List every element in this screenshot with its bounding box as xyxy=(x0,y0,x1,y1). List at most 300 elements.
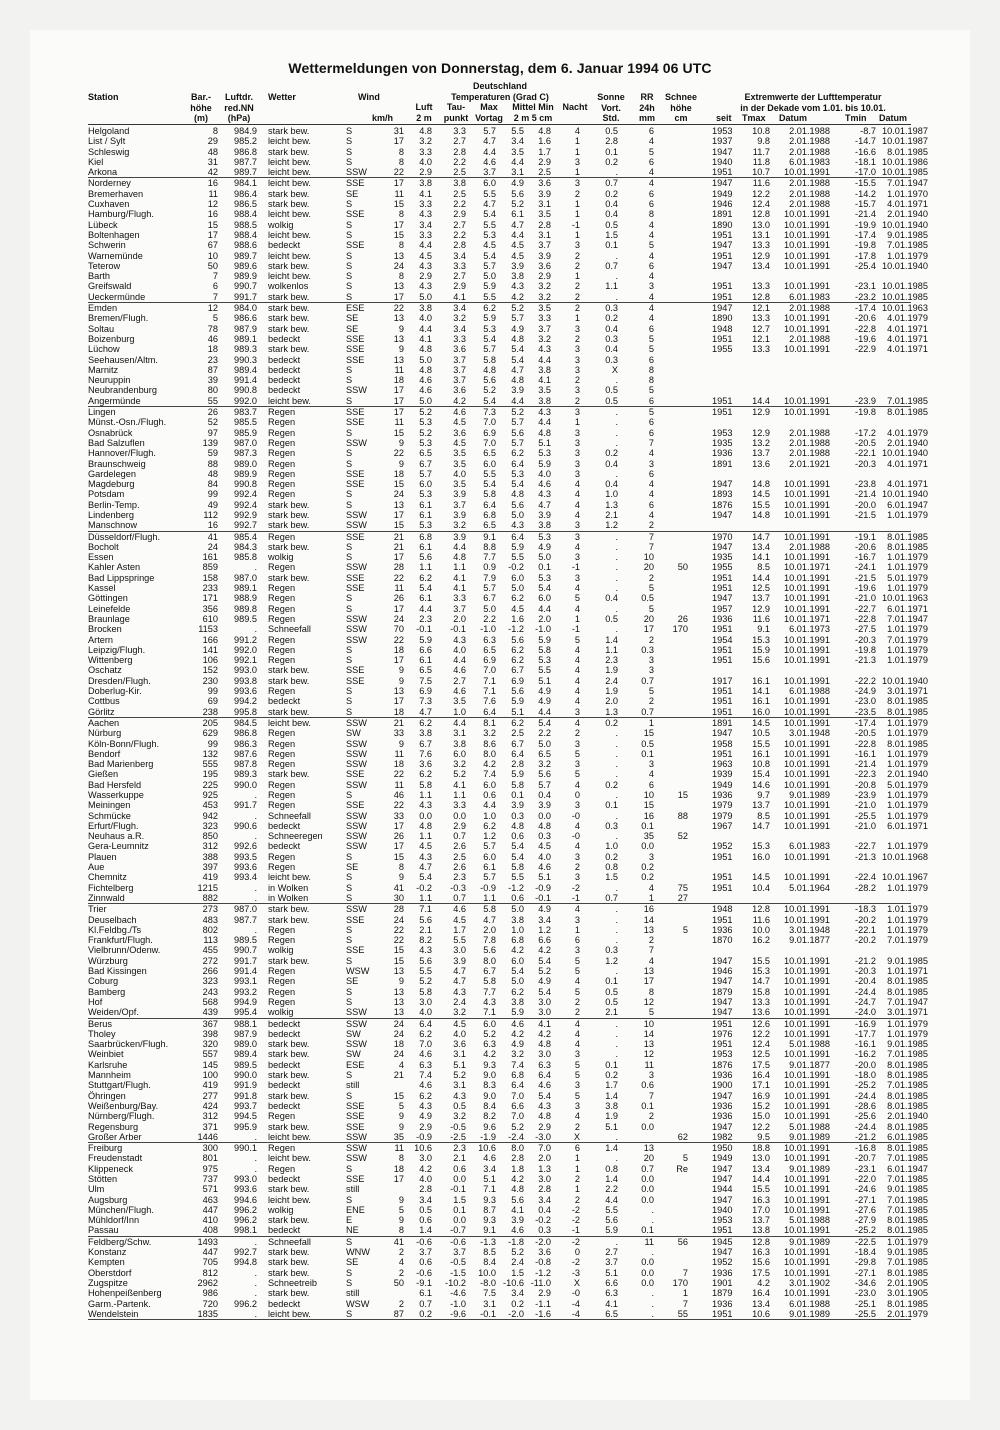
cell-station: Norderney xyxy=(88,178,131,189)
cell-wetter: bedeckt xyxy=(268,375,301,386)
cell-sonne: . xyxy=(615,1153,618,1164)
cell-tmax: 15.6 xyxy=(752,1257,770,1268)
cell-min-5cm: 5.4 xyxy=(538,1090,551,1101)
cell-nacht: 3 xyxy=(574,520,580,531)
cell-bar-hoehe: 141 xyxy=(202,644,218,655)
header-tmax: Tmax xyxy=(742,113,766,123)
cell-datum-max: 10.01.1991 xyxy=(784,851,830,862)
cell-max-vortag: 3.2 xyxy=(483,728,496,739)
cell-taupunkt: 2.2 xyxy=(453,199,466,210)
cell-schnee: 15 xyxy=(677,790,688,800)
cell-tmin: -22.1 xyxy=(855,448,876,459)
cell-nacht: 2 xyxy=(574,375,580,386)
cell-min-5cm: 0.1 xyxy=(538,562,551,573)
cell-wind-dir: SSE xyxy=(346,665,365,676)
cell-tmax: 13.3 xyxy=(752,281,770,292)
cell-tmax: 12.4 xyxy=(752,199,770,210)
cell-temp-luft: -0.2 xyxy=(416,882,432,893)
cell-datum-max: 10.01.1991 xyxy=(784,499,830,510)
cell-rr: 6 xyxy=(648,468,654,479)
cell-mittel: -0.2 xyxy=(508,562,524,573)
cell-tmax: 17.1 xyxy=(752,1080,770,1091)
cell-min-5cm: 4.2 xyxy=(538,945,551,956)
cell-seit: 1951 xyxy=(712,1225,733,1236)
cell-station: Köln-Bonn/Flugh. xyxy=(88,738,159,749)
cell-mittel: 1.8 xyxy=(511,1163,524,1174)
cell-mittel: 3.9 xyxy=(511,1215,524,1226)
cell-temp-luft: 6.1 xyxy=(419,1288,432,1299)
cell-sonne: 1.0 xyxy=(605,841,618,852)
cell-temp-luft: 4.1 xyxy=(419,188,432,199)
cell-datum-max: 10.01.1971 xyxy=(784,613,830,624)
cell-wind-speed: 5 xyxy=(398,1100,404,1111)
cell-wetter: Regen xyxy=(268,655,296,666)
cell-taupunkt: 3.6 xyxy=(453,427,466,438)
cell-wetter: Regen xyxy=(268,759,296,770)
table-row xyxy=(88,126,928,136)
cell-tmin: -20.0 xyxy=(855,1059,876,1070)
cell-wetter: Regen xyxy=(268,437,296,448)
cell-wetter: bedeckt xyxy=(268,333,301,344)
cell-wind-dir: S xyxy=(346,935,353,946)
cell-tmin: -17.4 xyxy=(855,717,876,728)
cell-tmax: 12.4 xyxy=(752,1039,770,1050)
cell-wetter: leicht bew. xyxy=(268,167,311,178)
cell-temp-luft: 4.3 xyxy=(419,800,432,811)
cell-max-vortag: 5.7 xyxy=(483,583,496,594)
cell-luftdruck: 995.8 xyxy=(234,706,257,717)
table-row xyxy=(88,333,928,344)
table-row xyxy=(88,717,928,728)
cell-nacht: 3 xyxy=(574,407,580,418)
cell-station: Braunschweig xyxy=(88,458,146,469)
table-row xyxy=(88,531,928,542)
cell-wind-dir: SSW xyxy=(346,634,367,645)
table-row xyxy=(88,603,928,614)
cell-rr: 0.0 xyxy=(641,1257,654,1268)
cell-luftdruck: 988.9 xyxy=(234,593,257,604)
cell-rr: 17 xyxy=(643,976,654,987)
cell-station: Münst.-Osn./Flugh. xyxy=(88,417,167,428)
cell-rr: 16 xyxy=(643,904,654,915)
cell-bar-hoehe: 158 xyxy=(202,572,218,583)
cell-datum-max: 10.01.1991 xyxy=(784,552,830,563)
cell-bar-hoehe: 1446 xyxy=(197,1131,218,1142)
cell-seit: 1947 xyxy=(712,146,733,157)
cell-taupunkt: -0.5 xyxy=(450,1121,466,1132)
cell-taupunkt: 1.0 xyxy=(453,706,466,717)
cell-rr: 6 xyxy=(648,779,654,790)
cell-tmin: -23.1 xyxy=(855,281,876,292)
cell-bar-hoehe: 99 xyxy=(207,489,218,500)
cell-wind-speed: 13 xyxy=(393,354,404,365)
cell-max-vortag: 7.3 xyxy=(483,407,496,418)
cell-sonne: . xyxy=(615,748,618,759)
cell-luftdruck: 984.5 xyxy=(234,717,257,728)
cell-max-vortag: 7.4 xyxy=(483,769,496,780)
cell-rr: 5 xyxy=(648,603,654,614)
cell-sonne: . xyxy=(615,437,618,448)
cell-rr: 0.1 xyxy=(641,748,654,759)
cell-min-5cm: 4.8 xyxy=(538,1039,551,1050)
cell-luftdruck: 987.0 xyxy=(234,572,257,583)
cell-mittel: 6.2 xyxy=(511,717,524,728)
cell-datum-max: 10.01.1991 xyxy=(784,810,830,821)
cell-tmax: 14.7 xyxy=(752,820,770,831)
cell-datum-min: 7.01.1985 xyxy=(887,1194,928,1205)
cell-sonne: . xyxy=(615,1018,618,1029)
cell-seit: 1947 xyxy=(712,1247,733,1258)
cell-datum-max: 10.01.1991 xyxy=(784,1184,830,1195)
cell-datum-min: 10.01.1940 xyxy=(882,489,928,500)
cell-wetter: leicht bew. xyxy=(268,1194,311,1205)
cell-datum-max: 10.01.1991 xyxy=(784,323,830,334)
cell-seit: 1944 xyxy=(712,1184,733,1195)
cell-max-vortag: 6.2 xyxy=(483,820,496,831)
cell-temp-luft: 5.6 xyxy=(419,955,432,966)
cell-wind-dir: SSW xyxy=(346,759,367,770)
cell-tmax: 16.4 xyxy=(752,1288,770,1299)
cell-wetter: Regen xyxy=(268,583,296,594)
cell-wind-dir: SSE xyxy=(346,1121,365,1132)
cell-wetter: Schneefall xyxy=(268,810,311,821)
cell-luftdruck: 993.7 xyxy=(234,1100,257,1111)
cell-wind-dir: SSW xyxy=(346,1039,367,1050)
cell-seit: 1935 xyxy=(712,437,733,448)
cell-wetter: stark bew. xyxy=(268,706,310,717)
cell-taupunkt: 2.2 xyxy=(453,229,466,240)
cell-wind-dir: E xyxy=(346,1215,353,1226)
cell-wind-speed: 13 xyxy=(393,996,404,1007)
cell-rr: 2 xyxy=(648,520,654,531)
cell-datum-min: 8.01.1985 xyxy=(887,407,928,418)
cell-schnee: Re xyxy=(676,1163,688,1174)
cell-station: Leinefelde xyxy=(88,603,131,614)
cell-min-5cm: -0.2 xyxy=(535,1215,551,1226)
cell-max-vortag: 5.9 xyxy=(483,281,496,292)
cell-wind-dir: SSE xyxy=(346,800,365,811)
cell-mittel: 3.2 xyxy=(511,1049,524,1060)
cell-datum-max: 10.01.1991 xyxy=(784,966,830,977)
cell-max-vortag: 4.6 xyxy=(483,156,496,167)
cell-luftdruck: 996.2 xyxy=(234,1204,257,1215)
cell-min-5cm: 3.9 xyxy=(538,188,551,199)
cell-wetter: Schneeregen xyxy=(268,831,323,842)
cell-datum-max: 10.01.1991 xyxy=(784,738,830,749)
cell-wind-speed: 13 xyxy=(393,313,404,324)
cell-station: Saarbrücken/Flugh. xyxy=(88,1039,169,1050)
cell-min-5cm: 5.9 xyxy=(538,458,551,469)
cell-seit: 1890 xyxy=(712,219,733,230)
cell-max-vortag: 5.8 xyxy=(483,904,496,915)
cell-wetter: stark bew. xyxy=(268,499,310,510)
cell-tmax: 15.5 xyxy=(752,738,770,749)
cell-nacht: -2 xyxy=(571,1257,580,1268)
cell-tmax: 16.1 xyxy=(752,748,770,759)
cell-mittel: 3.8 xyxy=(511,914,524,925)
cell-wind-dir: S xyxy=(346,706,353,717)
cell-mittel: 5.4 xyxy=(511,966,524,977)
cell-tmin: -22.0 xyxy=(855,1173,876,1184)
cell-station: Potsdam xyxy=(88,489,125,500)
cell-station: Kahler Asten xyxy=(88,562,141,573)
cell-tmax: 10.0 xyxy=(752,924,770,935)
cell-mittel: 6.8 xyxy=(511,1070,524,1081)
cell-datum-max: 10.01.1991 xyxy=(784,1267,830,1278)
cell-datum-min: 6.01.1947 xyxy=(887,1163,928,1174)
cell-max-vortag: 8.0 xyxy=(483,955,496,966)
cell-datum-min: 9.01.1985 xyxy=(887,1039,928,1050)
table-row xyxy=(88,365,911,375)
cell-tmax: 13.3 xyxy=(752,344,770,355)
cell-bar-hoehe: 388 xyxy=(202,851,218,862)
cell-min-5cm: 1.3 xyxy=(538,1163,551,1174)
cell-wind-dir: S xyxy=(346,996,353,1007)
cell-datum-min: 8.01.1985 xyxy=(887,1267,928,1278)
cell-luftdruck: 985.8 xyxy=(234,552,257,563)
cell-wind-dir: S xyxy=(346,364,353,375)
cell-tmin: -27.5 xyxy=(855,624,876,635)
cell-station: Kassel xyxy=(88,583,116,594)
cell-mittel: 5.6 xyxy=(511,427,524,438)
cell-wind-speed: 13 xyxy=(393,250,404,261)
cell-wind-speed: 9 xyxy=(398,323,404,334)
cell-wind-dir: SSE xyxy=(346,468,365,479)
table-row xyxy=(88,1049,928,1060)
cell-taupunkt: 3.3 xyxy=(453,800,466,811)
cell-taupunkt: 4.5 xyxy=(453,437,466,448)
cell-max-vortag: 8.5 xyxy=(483,1247,496,1258)
cell-tmax: 13.8 xyxy=(752,1225,770,1236)
cell-seit: 1947 xyxy=(712,1121,733,1132)
table-row xyxy=(88,1153,928,1164)
cell-nacht: 2 xyxy=(574,862,580,873)
cell-datum-min: 4.01.1979 xyxy=(887,427,928,438)
cell-wetter: Regen xyxy=(268,986,296,997)
cell-sonne: . xyxy=(615,531,618,542)
cell-taupunkt: 3.3 xyxy=(453,333,466,344)
cell-tmax: 17.5 xyxy=(752,1267,770,1278)
cell-wind-speed: 17 xyxy=(393,1173,404,1184)
cell-bar-hoehe: 272 xyxy=(202,955,218,966)
cell-wetter: stark bew. xyxy=(268,520,310,531)
cell-mittel: 4.3 xyxy=(511,520,524,531)
cell-nacht: 3 xyxy=(574,1049,580,1060)
cell-sonne: . xyxy=(615,1039,618,1050)
cell-tmin: -22.7 xyxy=(855,603,876,614)
cell-wind-dir: S xyxy=(346,1308,353,1319)
cell-seit: 1936 xyxy=(712,1267,733,1278)
cell-max-vortag: 8.4 xyxy=(483,1100,496,1111)
cell-wind-speed: 15 xyxy=(393,229,404,240)
header-max-vortag: Max Vortag xyxy=(475,102,503,123)
cell-tmax: 12.9 xyxy=(752,427,770,438)
cell-taupunkt: 1.5 xyxy=(453,1194,466,1205)
cell-mittel: 4.2 xyxy=(511,291,524,302)
cell-max-vortag: 3.4 xyxy=(483,1163,496,1174)
cell-taupunkt: 4.1 xyxy=(453,583,466,594)
cell-tmin: -22.3 xyxy=(855,769,876,780)
cell-nacht: 3 xyxy=(574,851,580,862)
cell-wind-dir: WSW xyxy=(346,966,370,977)
cell-seit: 1936 xyxy=(712,924,733,935)
cell-mittel: 6.6 xyxy=(511,1100,524,1111)
cell-max-vortag: 7.1 xyxy=(483,1184,496,1195)
cell-nacht: 0 xyxy=(574,790,580,800)
cell-taupunkt: -0.1 xyxy=(450,1184,466,1195)
cell-sonne: 4.4 xyxy=(605,1194,618,1205)
cell-luftdruck: 989.1 xyxy=(234,583,257,594)
cell-luftdruck: 986.4 xyxy=(234,188,257,199)
cell-temp-luft: 2.8 xyxy=(419,1184,432,1195)
cell-tmax: 17.0 xyxy=(752,1204,770,1215)
cell-min-5cm: 4.0 xyxy=(538,851,551,862)
cell-wind-speed: 46 xyxy=(393,790,404,800)
cell-taupunkt: -0.6 xyxy=(450,1236,466,1247)
cell-nacht: 2 xyxy=(574,1194,580,1205)
cell-wind-speed: 9 xyxy=(398,738,404,749)
cell-min-5cm: 2.8 xyxy=(538,1184,551,1195)
cell-nacht: 2 xyxy=(574,1121,580,1132)
cell-station: Gießen xyxy=(88,769,119,780)
cell-seit: 1951 xyxy=(712,706,733,717)
cell-temp-luft: 3.0 xyxy=(419,1153,432,1164)
cell-sonne: 1.0 xyxy=(605,489,618,500)
cell-max-vortag: 2.0 xyxy=(483,924,496,935)
cell-mittel: 5.6 xyxy=(511,499,524,510)
cell-sonne: 1.3 xyxy=(605,706,618,717)
cell-taupunkt: 3.6 xyxy=(453,385,466,396)
cell-sonne: 3.7 xyxy=(605,1257,618,1268)
cell-wind-dir: SE xyxy=(346,188,359,199)
cell-seit: 1951 xyxy=(712,1018,733,1029)
cell-max-vortag: 5.4 xyxy=(483,250,496,261)
cell-taupunkt: 4.7 xyxy=(453,976,466,987)
cell-temp-luft: 4.9 xyxy=(419,1111,432,1122)
cell-luftdruck: 991.7 xyxy=(234,800,257,811)
cell-station: Hohenpeißenberg xyxy=(88,1288,162,1299)
cell-tmax: 13.4 xyxy=(752,1298,770,1309)
cell-min-5cm: 0.4 xyxy=(538,1204,551,1215)
cell-wind-dir: ESE xyxy=(346,303,365,314)
cell-max-vortag: 7.0 xyxy=(483,437,496,448)
cell-wetter: Regen xyxy=(268,686,296,697)
table-row xyxy=(88,976,928,987)
cell-temp-luft: 0.0 xyxy=(419,810,432,821)
cell-rr: 0.0 xyxy=(641,1173,654,1184)
cell-station: Hannover/Flugh. xyxy=(88,448,156,459)
cell-station: Lüchow xyxy=(88,344,120,355)
cell-bar-hoehe: 161 xyxy=(202,552,218,563)
cell-tmax: 14.8 xyxy=(752,479,770,490)
cell-sonne: 6.6 xyxy=(605,1277,618,1288)
cell-taupunkt: 3.9 xyxy=(453,489,466,500)
table-row xyxy=(88,489,928,500)
table-row xyxy=(88,250,928,261)
cell-max-vortag: 5.5 xyxy=(483,468,496,479)
cell-wetter: Regen xyxy=(268,427,296,438)
cell-station: Freudenstadt xyxy=(88,1153,143,1164)
cell-sonne: 0.1 xyxy=(605,800,618,811)
cell-datum-max: 2.01.1988 xyxy=(789,333,830,344)
cell-max-vortag: 8.1 xyxy=(483,717,496,728)
cell-seit: 1979 xyxy=(712,800,733,811)
cell-wind-speed: 22 xyxy=(393,448,404,459)
cell-wetter: leicht bew. xyxy=(268,271,311,282)
cell-tmax: 15.8 xyxy=(752,986,770,997)
cell-tmax: 10.6 xyxy=(752,1308,770,1319)
cell-wetter: Regen xyxy=(268,976,296,987)
cell-wind-dir: SSW xyxy=(346,613,367,624)
cell-seit: 1951 xyxy=(712,914,733,925)
cell-station: Boizenburg xyxy=(88,333,135,344)
cell-luftdruck: 989.3 xyxy=(234,769,257,780)
cell-taupunkt: 4.2 xyxy=(453,395,466,406)
cell-max-vortag: 5.9 xyxy=(483,313,496,324)
cell-mittel: 4.9 xyxy=(511,1039,524,1050)
cell-sonne: 0.4 xyxy=(605,344,618,355)
cell-nacht: 2 xyxy=(574,250,580,261)
cell-mittel: 6.0 xyxy=(511,572,524,583)
table-row xyxy=(88,240,928,251)
cell-mittel: 3.4 xyxy=(511,1288,524,1299)
cell-sonne: . xyxy=(615,291,618,302)
table-row xyxy=(88,509,928,520)
cell-wind-speed: 15 xyxy=(393,851,404,862)
cell-schnee: 7 xyxy=(682,1298,688,1309)
cell-temp-luft: 3.8 xyxy=(419,728,432,739)
cell-wind-speed: 4 xyxy=(398,1059,404,1070)
cell-mittel: 4.2 xyxy=(511,1028,524,1039)
cell-temp-luft: 6.1 xyxy=(419,541,432,552)
cell-datum-min: 9.01.1985 xyxy=(887,1247,928,1258)
cell-tmax: 12.9 xyxy=(752,407,770,418)
cell-wind-dir: SSE xyxy=(346,531,365,542)
cell-wind-dir: S xyxy=(346,375,353,386)
cell-station: Weißenburg/Bay. xyxy=(88,1100,159,1111)
cell-luftdruck: . xyxy=(254,790,257,800)
cell-luftdruck: 988.4 xyxy=(234,209,257,220)
cell-tmax: 12.1 xyxy=(752,303,770,314)
cell-luftdruck: 989.5 xyxy=(234,1059,257,1070)
cell-wind-speed: 22 xyxy=(393,924,404,935)
cell-luftdruck: 986.8 xyxy=(234,146,257,157)
cell-bar-hoehe: 238 xyxy=(202,706,218,717)
cell-datum-min: 8.01.1985 xyxy=(887,1100,928,1111)
cell-wetter: Regen xyxy=(268,996,296,1007)
cell-datum-min: 1.01.1979 xyxy=(887,800,928,811)
cell-min-5cm: 0.3 xyxy=(538,831,551,842)
cell-luftdruck: 989.0 xyxy=(234,458,257,469)
cell-datum-min: 1.01.1971 xyxy=(887,966,928,977)
cell-tmin: -22.7 xyxy=(855,841,876,852)
cell-max-vortag: 5.8 xyxy=(483,976,496,987)
cell-nacht: 1 xyxy=(574,1153,580,1164)
cell-taupunkt: 4.1 xyxy=(453,779,466,790)
cell-wind-dir: S xyxy=(346,1163,353,1174)
cell-bar-hoehe: 99 xyxy=(207,686,218,697)
table-row xyxy=(88,199,928,210)
cell-rr: 4 xyxy=(648,479,654,490)
cell-wind-speed: 28 xyxy=(393,904,404,915)
cell-wind-dir: S xyxy=(346,458,353,469)
table-row xyxy=(88,831,911,841)
cell-datum-min: 4.01.1971 xyxy=(887,323,928,334)
cell-luftdruck: 991.4 xyxy=(234,375,257,386)
cell-sonne: . xyxy=(615,1236,618,1247)
cell-rr: . xyxy=(651,1288,654,1299)
cell-seit: 1951 xyxy=(712,882,733,893)
